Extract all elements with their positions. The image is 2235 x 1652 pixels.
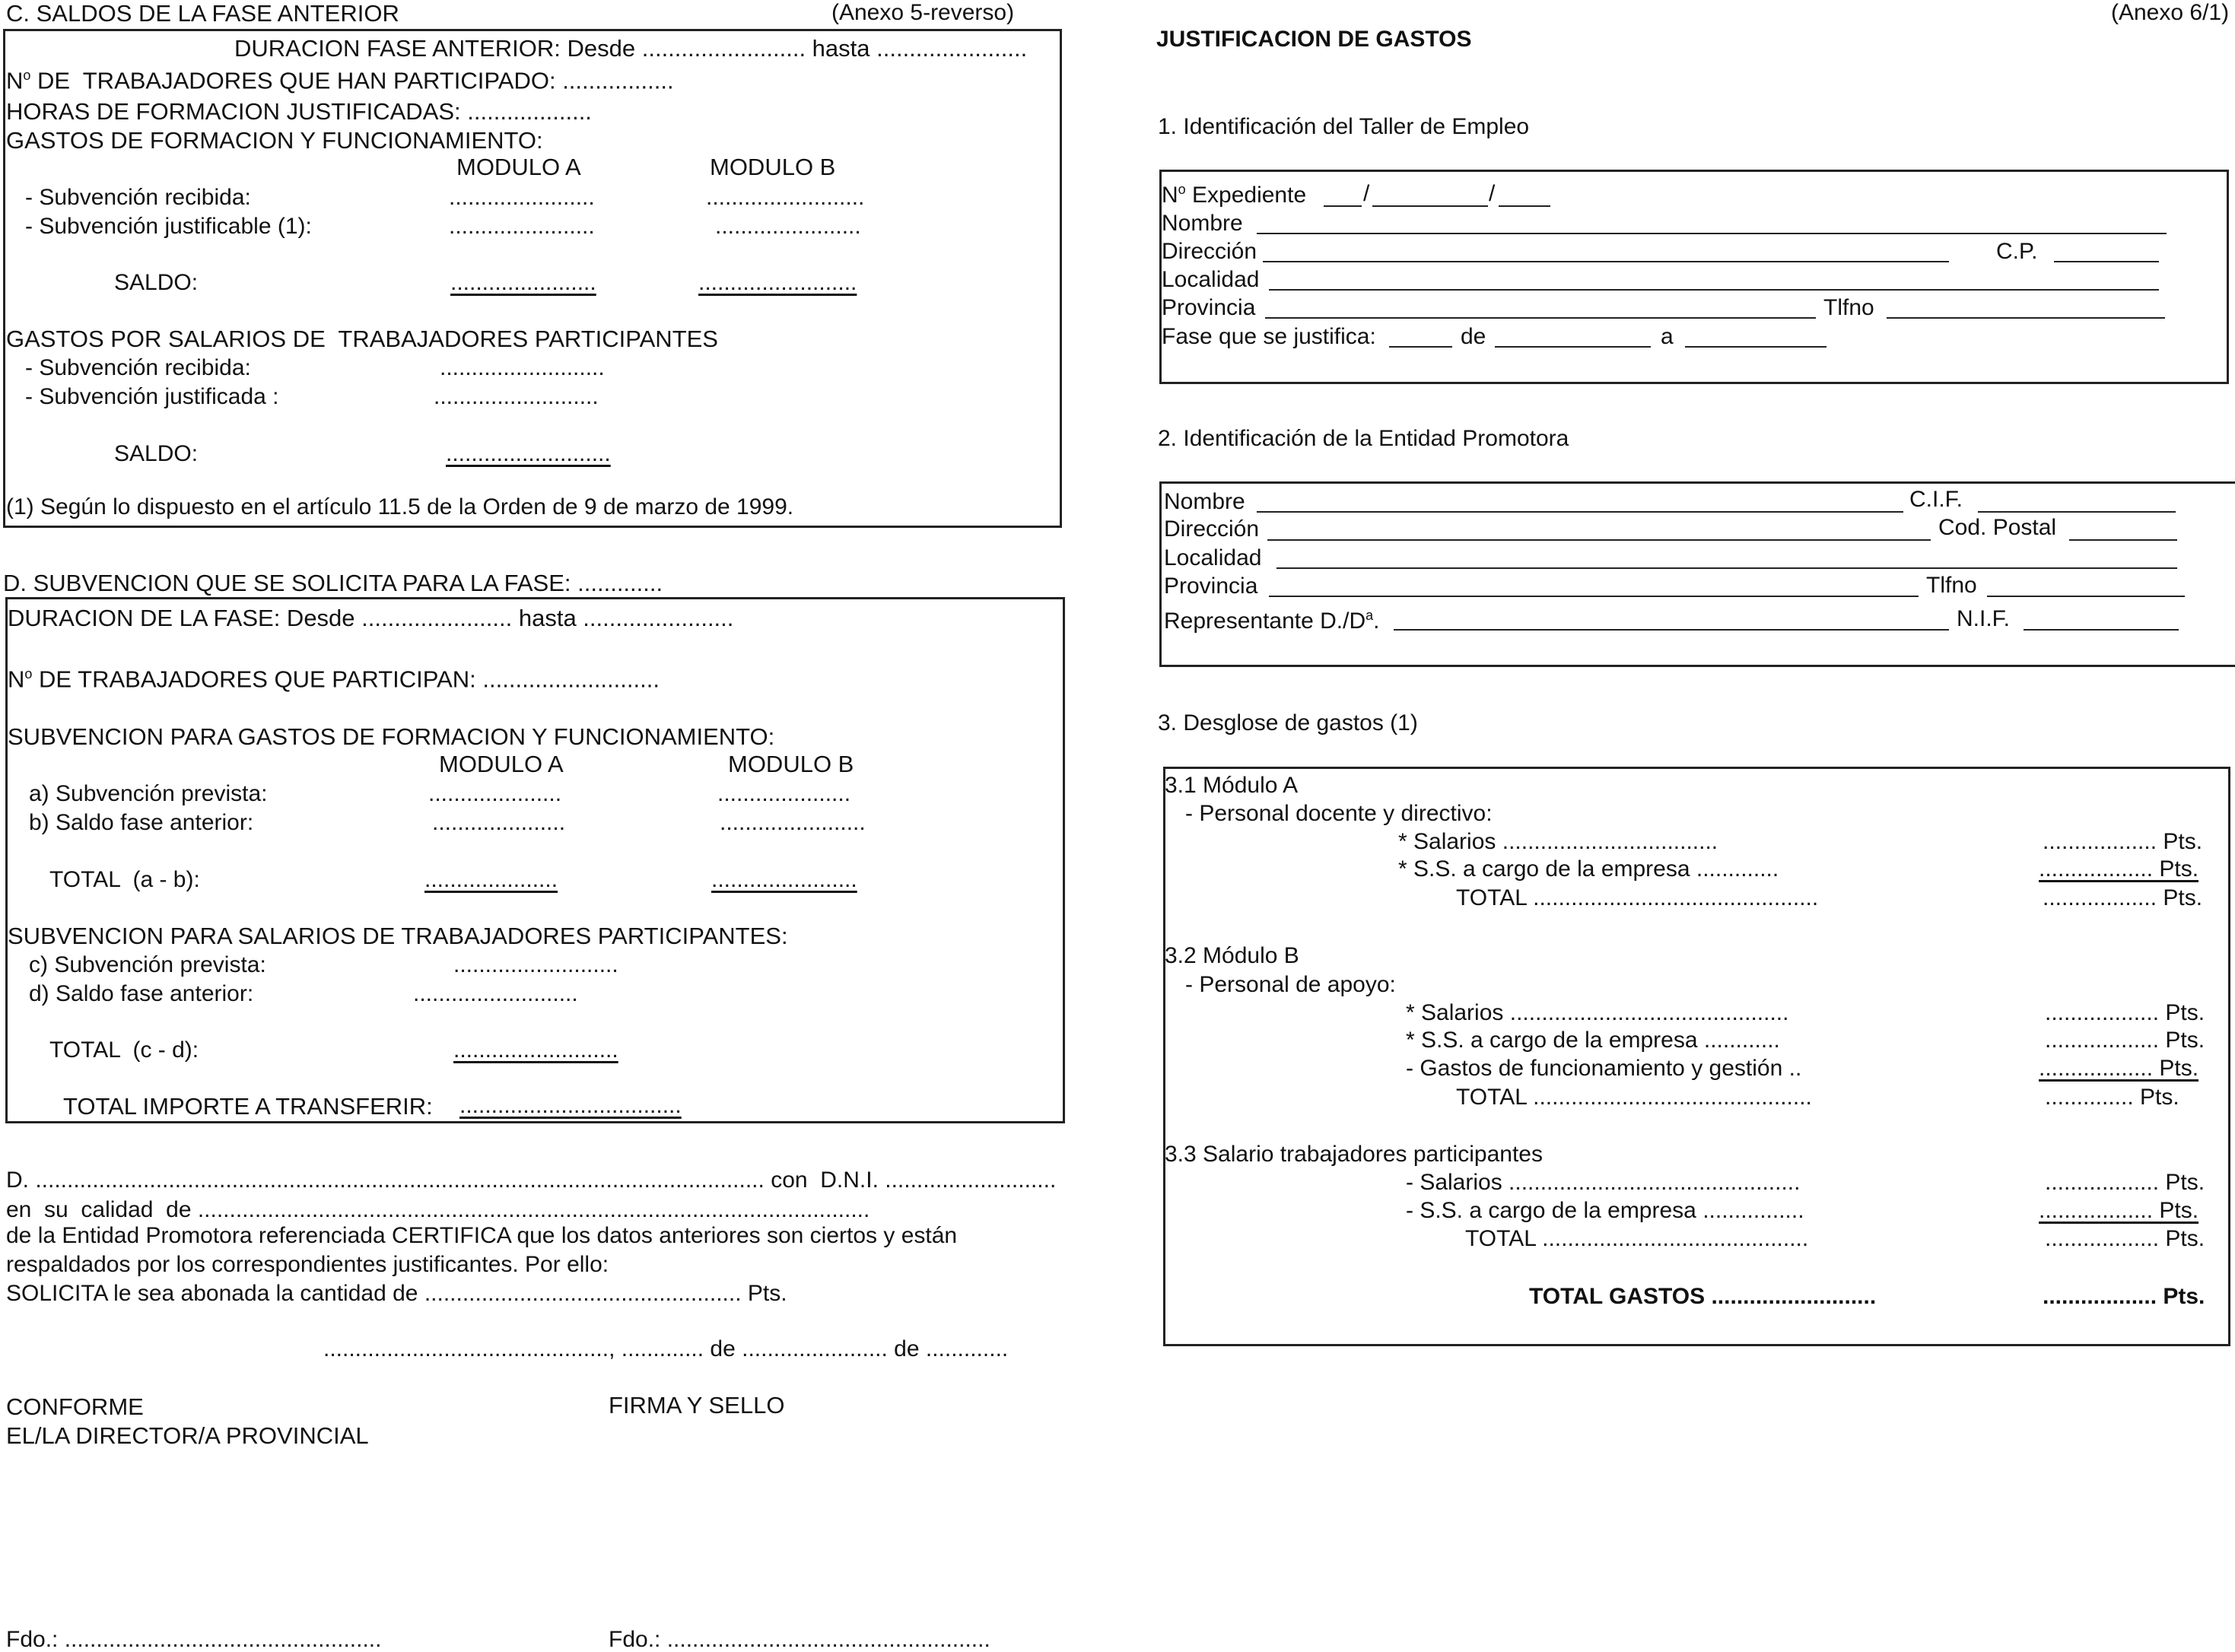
s1-fase-line3 — [1685, 346, 1826, 348]
d-modulo-b: MODULO B — [728, 751, 854, 777]
d-total-transferir-dots: ................................... — [459, 1093, 682, 1118]
s1-exp-line3 — [1499, 205, 1550, 207]
s3-b-salarios: * Salarios ............................................ — [1406, 1000, 1789, 1025]
s1-provincia-line — [1265, 317, 1816, 319]
c-sal-recibida: - Subvención recibida: — [25, 355, 251, 380]
s2-provincia-line — [1269, 596, 1919, 597]
s2-box — [1159, 481, 2235, 667]
s2-localidad-label: Localidad — [1164, 545, 1262, 570]
s3-c-salarios-pts: .................. Pts. — [2045, 1170, 2205, 1195]
c-duracion: DURACION FASE ANTERIOR: Desde ......................... hasta ....................... — [234, 35, 1028, 62]
c-salarios-title: GASTOS POR SALARIOS DE TRABAJADORES PARTICIPANTES — [6, 326, 718, 352]
d-b-saldo: b) Saldo fase anterior: — [29, 810, 254, 835]
cert-line5: SOLICITA le sea abonada la cantidad de .................................................. Pts. — [6, 1281, 787, 1306]
s3-modulo-a: 3.1 Módulo A — [1165, 773, 1299, 798]
d-total-ab-b: ....................... — [711, 867, 857, 892]
d-total-ab: TOTAL (a - b): — [49, 867, 200, 892]
s2-tlfno-line — [1987, 596, 2185, 597]
d-total-cd: TOTAL (c - d): — [49, 1037, 199, 1063]
s3-a-salarios: * Salarios .................................. — [1398, 829, 1718, 854]
d-d-saldo: d) Saldo fase anterior: — [29, 981, 254, 1006]
s1-tlfno-label: Tlfno — [1823, 295, 1874, 320]
c-subv-justificable: - Subvención justificable (1): — [25, 214, 312, 239]
c-modulo-a: MODULO A — [456, 154, 581, 180]
s3-a-ss: * S.S. a cargo de la empresa ............. — [1398, 856, 1779, 882]
s2-representante-label: Representante $D./D^a$. — [1164, 608, 1380, 634]
s1-exp-slash1: / — [1363, 181, 1370, 206]
cert-line3: de la Entidad Promotora referenciada CERTIFICA que los datos anteriores son ciertos y están — [6, 1223, 958, 1248]
c-sal-justificada: - Subvención justificada : — [25, 384, 279, 409]
s2-cod-postal-label: Cod. Postal — [1938, 515, 2057, 540]
s1-localidad-line — [1269, 289, 2159, 291]
cert-line2: en su calidad de .......................................................................................................... — [6, 1197, 870, 1222]
c-saldo-b: ......................... — [698, 270, 857, 295]
s1-fase-de: de — [1461, 324, 1486, 349]
c-num-trabajadores: $N^o$ DE TRABAJADORES QUE HAN PARTICIPADO: ................. — [6, 67, 674, 94]
annex-5-label: (Anexo 5-reverso) — [831, 0, 1015, 25]
d-dots-c2: .......................... — [413, 981, 578, 1006]
c-saldo2-dots: .......................... — [446, 441, 611, 466]
section-d-title: D. SUBVENCION QUE SE SOLICITA PARA LA FASE: ............. — [3, 570, 663, 596]
c-gastos-title: GASTOS DE FORMACION Y FUNCIONAMIENTO: — [6, 127, 543, 154]
s3-heading: 3. Desglose de gastos (1) — [1158, 710, 1418, 735]
s3-b-gastos-pts: .................. Pts. — [2039, 1056, 2199, 1081]
s1-fase-line1 — [1389, 346, 1452, 348]
c-horas: HORAS DE FORMACION JUSTIFICADAS: ................... — [6, 98, 592, 125]
d-dots-a1: ..................... — [428, 781, 562, 806]
fdo-director: Fdo.: .................................................. — [6, 1627, 382, 1652]
d-c-prevista: c) Subvención prevista: — [29, 952, 266, 977]
s1-cp-label: C.P. — [1996, 239, 2038, 264]
s1-fase-line2 — [1495, 346, 1651, 348]
s1-direccion-label: Dirección — [1162, 239, 1257, 264]
s3-a-ss-pts: .................. Pts. — [2039, 856, 2199, 882]
s2-direccion-label: Dirección — [1164, 516, 1260, 542]
annex-6-label: (Anexo 6/1) — [2111, 0, 2230, 25]
s3-c-ss-pts: .................. Pts. — [2039, 1198, 2199, 1223]
fdo-firma: Fdo.: ................................................... — [609, 1627, 990, 1652]
s1-box — [1159, 170, 2229, 384]
s3-a-total-pts: .................. Pts. — [2043, 885, 2203, 910]
s3-c-total-pts: .................. Pts. — [2045, 1226, 2205, 1251]
c-dots-a1: ....................... — [449, 185, 595, 210]
s1-direccion-line — [1263, 261, 1949, 262]
s2-representante-line — [1394, 629, 1949, 631]
d-dots-c1: .......................... — [453, 952, 618, 977]
s2-cod-postal-line — [2069, 539, 2177, 541]
c-footnote: (1) Según lo dispuesto en el artículo 11.5 de la Orden de 9 de marzo de 1999. — [6, 494, 794, 519]
c-saldo-a: ....................... — [450, 270, 596, 295]
s3-b-gastos: - Gastos de funcionamiento y gestión .. — [1406, 1056, 1802, 1081]
c-saldo-label: SALDO: — [114, 270, 199, 295]
c-modulo-b: MODULO B — [710, 154, 836, 180]
s3-b-ss: * S.S. a cargo de la empresa ............ — [1406, 1028, 1780, 1053]
s1-provincia-label: Provincia — [1162, 295, 1256, 320]
s3-c-ss: - S.S. a cargo de la empresa ................ — [1406, 1198, 1804, 1223]
cert-line1: D. ................................................................................................................... con D.N.I. ........................... — [6, 1168, 1057, 1193]
s3-b-salarios-pts: .................. Pts. — [2045, 1000, 2205, 1025]
c-dots-a2: ....................... — [449, 214, 595, 239]
d-total-transferir: TOTAL IMPORTE A TRANSFERIR: — [63, 1093, 433, 1120]
d-dots-b2: ....................... — [720, 810, 866, 835]
d-a-prevista: a) Subvención prevista: — [29, 781, 268, 806]
d-salarios-title: SUBVENCION PARA SALARIOS DE TRABAJADORES PARTICIPANTES: — [8, 923, 788, 949]
s3-c-total: TOTAL .......................................... — [1465, 1226, 1809, 1251]
s3-modulo-b: 3.2 Módulo B — [1165, 943, 1299, 968]
s3-c-salarios: - Salarios .............................................. — [1406, 1170, 1801, 1195]
justificacion-title: JUSTIFICACION DE GASTOS — [1156, 27, 1472, 52]
d-total-cd-dots: .......................... — [453, 1037, 618, 1063]
s2-direccion-line — [1267, 539, 1931, 541]
s3-total-gastos: TOTAL GASTOS .......................... — [1529, 1284, 1877, 1309]
s1-nombre-line — [1257, 233, 2167, 234]
s2-nombre-line — [1257, 511, 1903, 513]
s2-provincia-label: Provincia — [1164, 573, 1258, 599]
director-label: EL/LA DIRECTOR/A PROVINCIAL — [6, 1422, 369, 1449]
s1-fase-label: Fase que se justifica: — [1162, 324, 1376, 349]
s3-b-sub: - Personal de apoyo: — [1185, 972, 1396, 997]
s2-nombre-label: Nombre — [1164, 489, 1245, 514]
s2-cif-label: C.I.F. — [1909, 487, 1963, 512]
s1-fase-a: a — [1661, 324, 1674, 349]
s1-exp-line2 — [1372, 205, 1488, 207]
s1-expediente-label: $N^o$ Expediente — [1162, 182, 1307, 208]
s3-b-ss-pts: .................. Pts. — [2045, 1028, 2205, 1053]
cert-line4: respaldados por los correspondientes justificantes. Por ello: — [6, 1252, 609, 1277]
d-total-ab-a: ..................... — [424, 867, 558, 892]
s1-tlfno-line — [1887, 317, 2165, 319]
s1-exp-line1 — [1324, 205, 1362, 207]
s2-cif-line — [1978, 511, 2176, 513]
s3-salario-trab: 3.3 Salario trabajadores participantes — [1165, 1142, 1543, 1167]
s2-localidad-line — [1276, 567, 2177, 569]
section-c-title: C. SALDOS DE LA FASE ANTERIOR — [6, 0, 399, 27]
s2-heading: 2. Identificación de la Entidad Promotora — [1158, 426, 1569, 451]
c-dots-b2: ....................... — [715, 214, 861, 239]
s3-b-total-pts: .............. Pts. — [2045, 1085, 2179, 1110]
cert-date: ............................................., ............. de ....................... de ............. — [323, 1336, 1009, 1361]
s1-heading: 1. Identificación del Taller de Empleo — [1158, 114, 1530, 139]
d-subv-title: SUBVENCION PARA GASTOS DE FORMACION Y FUNCIONAMIENTO: — [8, 723, 775, 750]
c-sal-dots1: .......................... — [440, 355, 605, 380]
s2-nif-label: N.I.F. — [1957, 606, 2011, 631]
firma-sello-label: FIRMA Y SELLO — [609, 1392, 785, 1418]
c-subv-recibida: - Subvención recibida: — [25, 185, 251, 210]
s3-a-total: TOTAL ............................................. — [1456, 885, 1819, 910]
d-duracion: DURACION DE LA FASE: Desde ....................... hasta ....................... — [8, 605, 734, 631]
s1-exp-slash2: / — [1489, 181, 1496, 206]
d-modulo-a: MODULO A — [439, 751, 564, 777]
d-dots-b1: ..................... — [717, 781, 851, 806]
s2-tlfno-label: Tlfno — [1926, 573, 1977, 598]
s3-a-sub: - Personal docente y directivo: — [1185, 801, 1493, 826]
conforme-label: CONFORME — [6, 1393, 144, 1420]
c-saldo2-label: SALDO: — [114, 441, 199, 466]
s3-b-total: TOTAL ............................................ — [1456, 1085, 1812, 1110]
c-dots-b1: ......................... — [706, 185, 865, 210]
d-num-trabajadores: $N^o$ DE TRABAJADORES QUE PARTICIPAN: ........................... — [8, 666, 660, 693]
s3-a-salarios-pts: .................. Pts. — [2043, 829, 2203, 854]
s1-localidad-label: Localidad — [1162, 267, 1260, 292]
s1-nombre-label: Nombre — [1162, 211, 1243, 236]
s2-nif-line — [2024, 629, 2179, 631]
c-sal-dots2: .......................... — [434, 384, 599, 409]
s1-cp-line — [2054, 261, 2159, 262]
s3-total-gastos-pts: .................. Pts. — [2043, 1284, 2205, 1309]
d-dots-a2: ..................... — [432, 810, 566, 835]
